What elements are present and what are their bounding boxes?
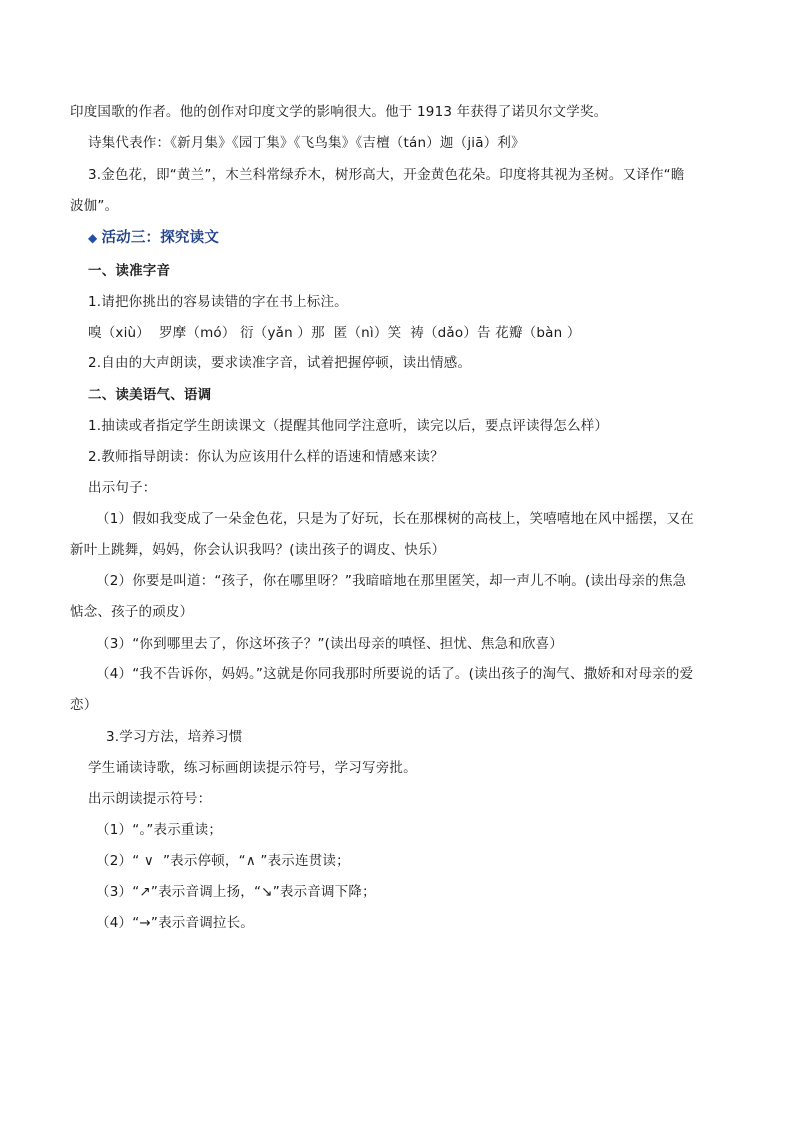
- pinyin-list: 嗅（xiù） 罗摩（mó） 衍（yǎn ）那 匿（nì）笑 祷（dǎo）告 花瓣（bàn ）: [88, 325, 581, 341]
- text-line: 印度国歌的作者。他的创作对印度文学的影响很大。他于 1913 年获得了诺贝尔文学奖。: [70, 104, 608, 120]
- text-line: 出示朗读提示符号：: [88, 791, 212, 807]
- mark-line: （1）“。”表示重读；: [96, 822, 223, 838]
- text-line: 出示句子：: [88, 480, 157, 496]
- mark-line: （4）“→”表示音调拉长。: [96, 915, 254, 931]
- quote-line: 惦念、孩子的顽皮）: [70, 604, 194, 620]
- text-line: 诗集代表作：《新月集》《园丁集》《飞鸟集》《吉檀（tán）迦（jiā）利》: [88, 135, 525, 151]
- activity-heading: [88, 228, 219, 248]
- quote-line: （2）你要是叫道：“孩子，你在哪里呀？”我暗暗地在那里匿笑，却一声儿不响。(读出母亲的焦急: [96, 573, 687, 589]
- mark-line: （3）“↗”表示音调上扬，“↘”表示音调下降；: [96, 884, 376, 900]
- quote-line: 新叶上跳舞，妈妈，你会认识我吗？(读出孩子的调皮、快乐）: [70, 542, 446, 558]
- mark-line: （2）“ ∨ ”表示停顿，“∧ ”表示连贯读；: [96, 853, 350, 869]
- activity-title: 活动三：探究读文: [101, 230, 220, 246]
- text-line: 学生诵读诗歌，练习标画朗读提示符号，学习写旁批。: [88, 760, 417, 776]
- section-heading: 二、读美语气、语调: [88, 387, 212, 403]
- quote-line: 恋）: [70, 697, 98, 713]
- text-line: 3.学习方法，培养习惯: [106, 729, 243, 745]
- quote-line: （3）“你到哪里去了，你这坏孩子？”(读出母亲的嗔怪、担忧、焦急和欣喜）: [96, 636, 564, 652]
- text-line: 3.金色花，即“黄兰”，木兰科常绿乔木，树形高大，开金黄色花朵。印度将其视为圣树。又译作“瞻: [88, 167, 685, 183]
- text-line: 1.请把你挑出的容易读错的字在书上标注。: [88, 294, 348, 310]
- diamond-bullet-icon: ◆: [88, 231, 98, 245]
- text-line: 2.教师指导朗读：你认为应该用什么样的语速和情感来读？: [88, 449, 444, 465]
- quote-line: （4）“我不告诉你，妈妈。”这就是你同我那时所要说的话了。(读出孩子的淘气、撒娇和对母亲的爱: [96, 666, 694, 682]
- text-line: 2.自由的大声朗读，要求读准字音，试着把握停顿，读出情感。: [88, 355, 472, 371]
- text-line: 波伽”。: [70, 198, 119, 214]
- section-heading: 一、读准字音: [88, 263, 171, 279]
- quote-line: （1）假如我变成了一朵金色花，只是为了好玩，长在那棵树的高枝上，笑嘻嘻地在风中摇摆，又在: [96, 511, 694, 527]
- text-line: 1.抽读或者指定学生朗读课文（提醒其他同学注意听，读完以后，要点评读得怎么样）: [88, 418, 609, 434]
